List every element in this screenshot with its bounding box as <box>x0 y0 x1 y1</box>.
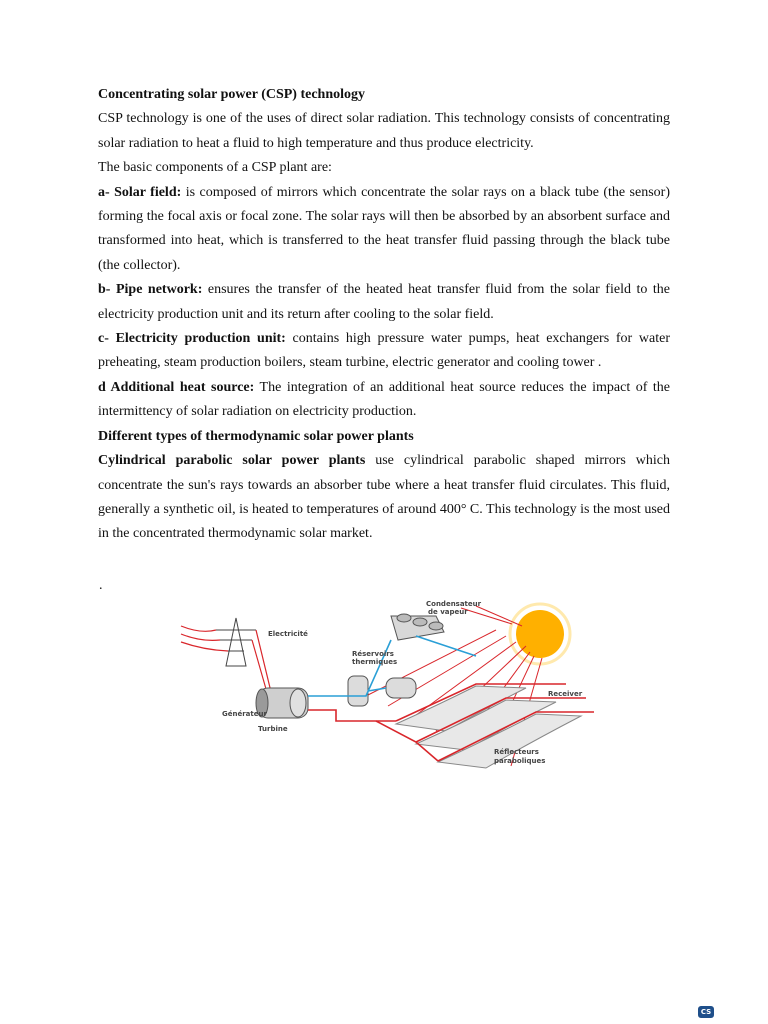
label-turbine: Turbine <box>258 725 288 733</box>
label-receiver: Receiver <box>548 690 583 698</box>
label-reservoirs-2: thermiques <box>352 658 398 666</box>
item-electricity-unit: c- Electricity production unit: contains high pressure water pumps, heat exchangers for water preheating, steam production boilers, steam turbine, electric generator and cooling tower . <box>98 331 670 371</box>
thermal-tanks <box>348 676 416 706</box>
label-reflectors-2: paraboliques <box>494 757 546 765</box>
label-reflectors: Réflecteurs <box>494 748 539 756</box>
stray-dot: . <box>99 578 103 593</box>
item-solar-field: a- Solar field: is composed of mirrors which concentrate the solar rays on a black tube (the sensor) forming the focal axis or focal zone. The solar rays will then be absorbed by an absorbent surface and transformed into heat, which is transferred to the heat transfer fluid passing through the black tube (the collector). <box>98 184 670 273</box>
label-generator: Générateur <box>222 710 267 718</box>
cylindrical-paragraph: Cylindrical parabolic solar power plants use cylindrical parabolic shaped mirrors which concentrate the sun's rays towards an absorber tube where a heat transfer fluid circulates. This fluid, generally a synthetic oil, is heated to temperatures of around 400° C. This technology is the most used in the concentrated thermodynamic solar market. <box>98 453 670 542</box>
text-body <box>98 83 670 547</box>
camscanner-badge: CS <box>698 1006 714 1018</box>
power-lines <box>181 626 272 696</box>
pylon-icon <box>216 618 256 666</box>
csp-diagram-svg <box>176 596 596 782</box>
label-condenser: Condensateur <box>426 600 482 608</box>
label-condenser-2: de vapeur <box>428 608 468 616</box>
item-pipe-network: b- Pipe network: ensures the transfer of the heated heat transfer fluid from the solar field to the electricity production unit and its return after cooling to the solar field. <box>98 282 670 322</box>
csp-plant-diagram <box>176 596 596 782</box>
label-reservoirs: Réservoirs <box>352 650 394 658</box>
label-electricity: Electricité <box>268 630 308 638</box>
sun-icon <box>516 610 564 658</box>
intro-paragraph: CSP technology is one of the uses of direct solar radiation. This technology consists of concentrating solar radiation to heat a fluid to high temperature and thus produce electricity. <box>98 111 670 151</box>
item-additional-heat: d Additional heat source: The integration of an additional heat source reduces the impact of the intermittency of solar radiation on electricity production. <box>98 379 670 420</box>
heading-csp: Concentrating solar power (CSP) technology <box>98 87 366 102</box>
intro-components: The basic components of a CSP plant are: <box>98 160 332 176</box>
heading-types: Different types of thermodynamic solar power plants <box>98 428 414 444</box>
